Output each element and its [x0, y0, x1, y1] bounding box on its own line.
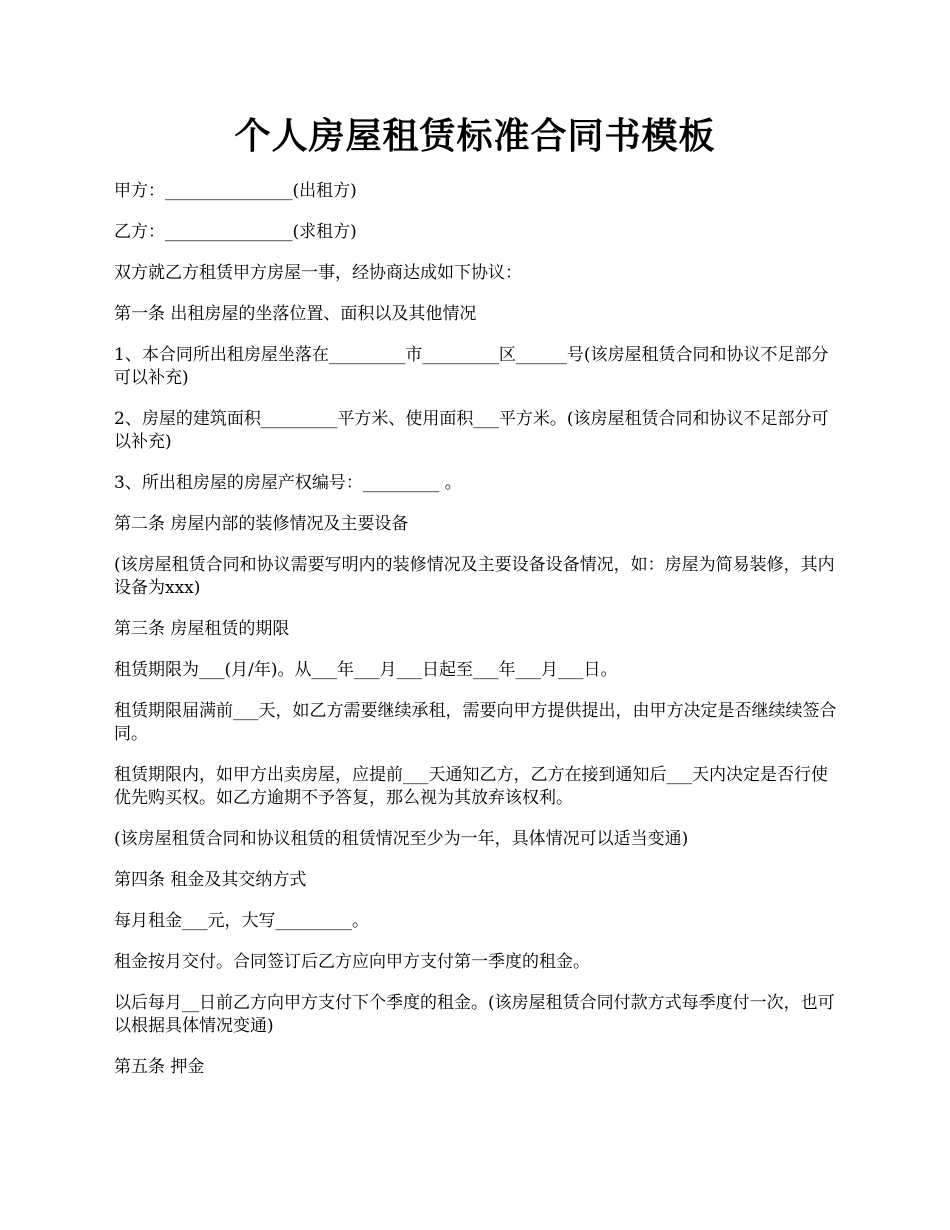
party-b-line: 乙方：_______________(求租方) — [114, 222, 357, 242]
article-4-schedule: 以后每月__日前乙方向甲方支付下个季度的租金。(该房屋租赁合同付款方式每季度付一次，也可以根据具体情况变通) — [114, 993, 835, 1036]
article-4-heading: 第四条 租金及其交纳方式 — [114, 870, 307, 890]
document-body — [114, 180, 840, 1097]
intro-paragraph: 双方就乙方租赁甲方房屋一事，经协商达成如下协议： — [114, 263, 522, 283]
article-4-payment: 租金按月交付。合同签订后乙方应向甲方支付第一季度的租金。 — [114, 952, 590, 972]
article-4-rent: 每月租金___元，大写_________。 — [114, 911, 369, 931]
document-title: 个人房屋租赁标准合同书模板 — [234, 115, 716, 157]
article-1-item-3: 3、所出租房屋的房屋产权编号：_________ 。 — [114, 473, 462, 493]
article-3-term: 租赁期限为___(月/年)。从___年___月___日起至___年___月___日。 — [114, 660, 618, 680]
party-a-line: 甲方：_______________(出租方) — [114, 181, 357, 201]
article-3-sale: 租赁期限内，如甲方出卖房屋，应提前___天通知乙方，乙方在接到通知后___天内决定是否行使优先购买权。如乙方逾期不予答复，那么视为其放弃该权利。 — [114, 765, 828, 808]
article-3-renewal: 租赁期限届满前___天，如乙方需要继续承租，需要向甲方提供提出，由甲方决定是否继续续签合同。 — [114, 701, 837, 744]
article-2-heading: 第二条 房屋内部的装修情况及主要设备 — [114, 514, 409, 534]
article-3-heading: 第三条 房屋租赁的期限 — [114, 619, 290, 639]
article-1-item-2: 2、房屋的建筑面积_________平方米、使用面积___平方米。(该房屋租赁合同和协议不足部分可以补充) — [114, 409, 829, 452]
article-1-heading: 第一条 出租房屋的坐落位置、面积以及其他情况 — [114, 304, 477, 324]
article-1-item-1: 1、本合同所出租房屋坐落在_________市_________区______号(该房屋租赁合同和协议不足部分可以补充) — [114, 345, 829, 388]
article-3-note: (该房屋租赁合同和协议租赁的租赁情况至少为一年，具体情况可以适当变通) — [114, 829, 689, 849]
article-2-note: (该房屋租赁合同和协议需要写明内的装修情况及主要设备设备情况，如：房屋为简易装修，其内设备为xxx) — [114, 555, 835, 598]
article-5-heading: 第五条 押金 — [114, 1057, 205, 1077]
